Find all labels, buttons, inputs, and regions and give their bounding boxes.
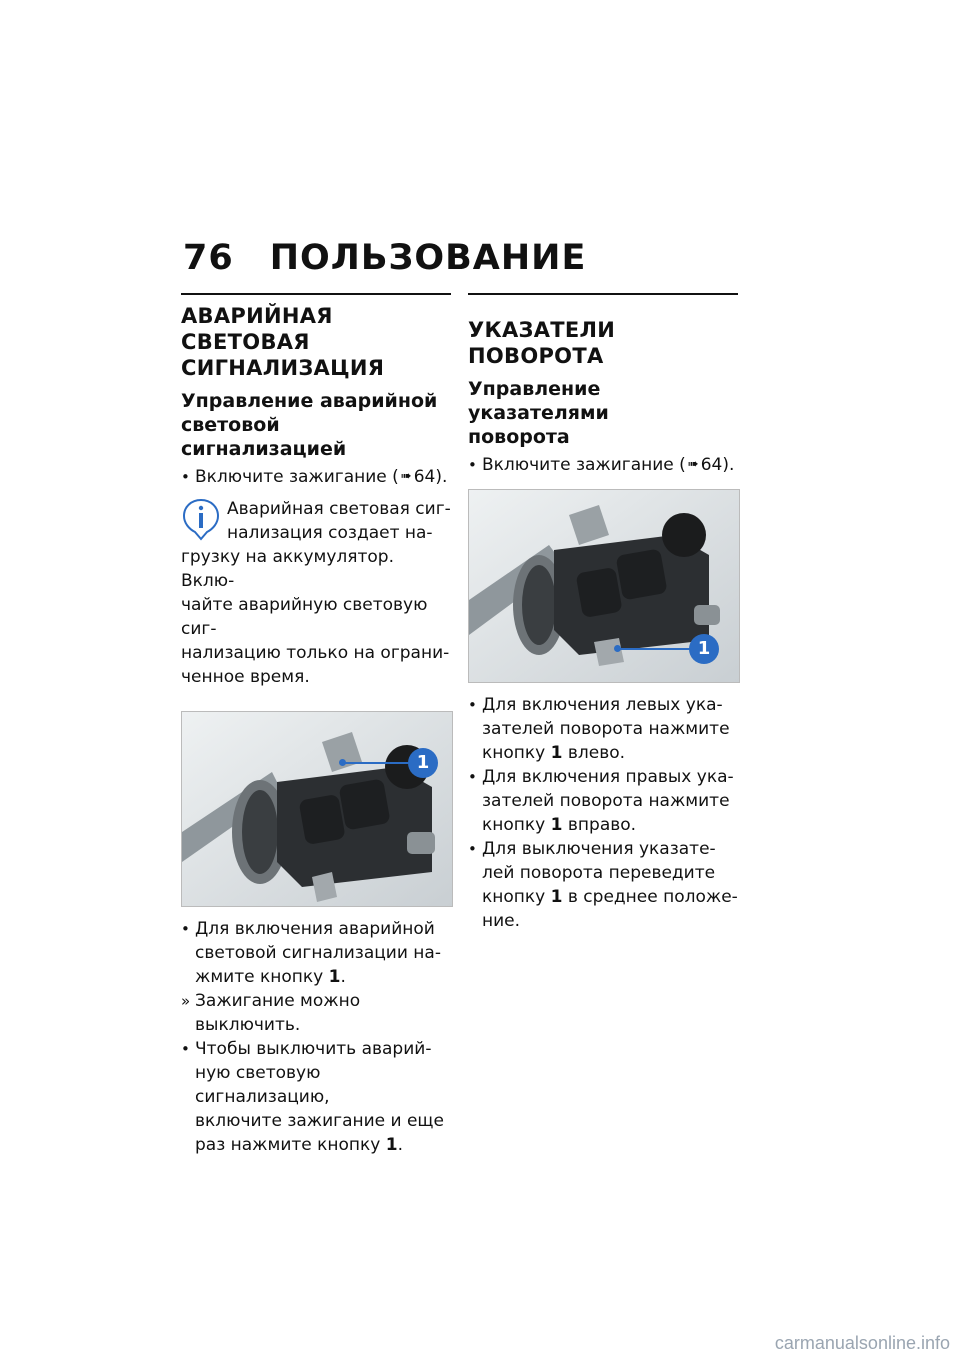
page-ref-arrow-icon: ➠ bbox=[687, 457, 699, 472]
list-item-result: » Зажигание можно выключить. bbox=[181, 991, 361, 1035]
right-column bbox=[468, 293, 738, 933]
note-text: Аварийная световая сиг- нализация создает на- грузку на аккумулятор. Вклю- чайте аварийную световую сиг- нализацию только на ограни- ченное время. bbox=[181, 499, 451, 687]
callout-marker-1: 1 bbox=[689, 634, 719, 664]
page-title: ПОЛЬЗОВАНИЕ bbox=[269, 238, 587, 278]
subsection-title-hazard: Управление аварийной световой сигнализацией bbox=[181, 390, 438, 460]
section-title-hazard: АВАРИЙНАЯ СВЕТОВАЯ СИГНАЛИЗАЦИЯ bbox=[181, 304, 385, 380]
section-rule bbox=[468, 293, 738, 295]
step-ignition: • Включите зажигание ( ➠ 64). bbox=[181, 467, 448, 487]
callout-leader-dot bbox=[339, 759, 346, 766]
handlebar-photo-turn bbox=[468, 489, 740, 683]
subsection-title-turn-signals: Управление указателями поворота bbox=[468, 378, 609, 448]
left-column bbox=[181, 293, 451, 1157]
handlebar-switch-illustration bbox=[182, 712, 452, 906]
section-title-turn-signals: УКАЗАТЕЛИ ПОВОРОТА bbox=[468, 318, 616, 368]
info-icon bbox=[181, 497, 221, 541]
page-ref-arrow-icon: ➠ bbox=[400, 469, 412, 484]
handlebar-photo-hazard bbox=[181, 711, 453, 907]
list-item: • Для включения правых ука- зателей поворота нажмите кнопку 1 вправо. bbox=[468, 767, 734, 835]
list-item: • Чтобы выключить аварий- ную световую сигнализацию, включите зажигание и еще раз нажмите кнопку 1. bbox=[181, 1039, 444, 1155]
page-number: 76 bbox=[183, 238, 234, 278]
section-rule bbox=[181, 293, 451, 295]
hazard-instructions bbox=[181, 917, 451, 1157]
callout-leader-line bbox=[342, 762, 412, 764]
callout-marker-1: 1 bbox=[408, 748, 438, 778]
callout-leader-dot bbox=[614, 645, 621, 652]
callout-leader-line bbox=[617, 648, 692, 650]
list-item: • Для выключения указате- лей поворота переведите кнопку 1 в среднее положе- ние. bbox=[468, 839, 738, 931]
step-ignition: • Включите зажигание ( ➠ 64). bbox=[468, 455, 735, 475]
page-header bbox=[183, 238, 586, 278]
page-ref-link[interactable]: 64). bbox=[700, 455, 735, 475]
watermark: carmanualsonline.info bbox=[774, 1333, 950, 1353]
info-note bbox=[181, 497, 451, 689]
list-item: • Для включения левых ука- зателей поворота нажмите кнопку 1 влево. bbox=[468, 695, 730, 763]
page-ref-link[interactable]: 64). bbox=[413, 467, 448, 487]
list-item: • Для включения аварийной световой сигнализации на- жмите кнопку 1. bbox=[181, 919, 441, 987]
turn-signal-instructions bbox=[468, 693, 738, 933]
